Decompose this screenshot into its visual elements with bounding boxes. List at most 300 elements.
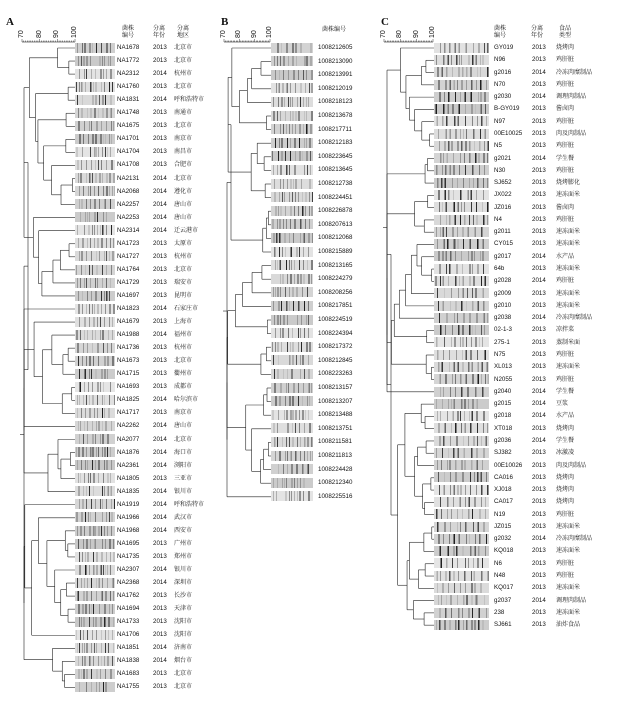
gel-lane <box>434 571 489 581</box>
strain-row <box>375 54 627 65</box>
gel-lane <box>271 165 313 175</box>
isolation-region: 成都市 <box>174 383 193 391</box>
gel-lane <box>434 423 489 433</box>
isolation-year: 2013 <box>153 383 167 391</box>
gel-lane <box>271 206 313 216</box>
panel-a <box>0 0 215 716</box>
isolation-year: 2014 <box>153 331 167 339</box>
panel-a-header-strain: 菌株 编号 <box>122 25 135 39</box>
isolation-year: 2013 <box>532 265 546 273</box>
gel-lane <box>271 83 313 93</box>
strain-id: NA1736 <box>117 344 140 352</box>
strain-row <box>375 374 627 385</box>
isolation-year: 2013 <box>153 670 167 678</box>
strain-id: N5 <box>494 142 502 150</box>
gel-lane <box>75 121 115 131</box>
isolation-region: 北京市 <box>174 83 193 91</box>
strain-row <box>375 460 627 471</box>
gel-lane <box>271 97 313 107</box>
strain-id: g2010 <box>494 301 512 309</box>
isolation-year: 2013 <box>153 265 167 273</box>
strain-row <box>375 202 627 213</box>
strain-id: 1008213645 <box>318 166 353 174</box>
isolation-year: 2013 <box>532 486 546 494</box>
strain-id: g2040 <box>494 387 512 395</box>
gel-lane <box>75 617 115 627</box>
food-type: 冰激凌 <box>556 449 575 457</box>
strain-row <box>215 178 375 189</box>
strain-row <box>375 288 627 299</box>
strain-row <box>0 460 215 471</box>
gel-lane <box>75 251 115 261</box>
gel-lane <box>75 304 115 314</box>
strain-row <box>0 616 215 627</box>
strain-id: B-GY019 <box>494 105 520 113</box>
gel-lane <box>271 124 313 134</box>
isolation-region: 南昌市 <box>174 148 193 156</box>
strain-id: N30 <box>494 166 506 174</box>
strain-id: NA1876 <box>117 448 140 456</box>
axis-tick-label: 80 <box>235 30 243 38</box>
strain-id: 1008212340 <box>318 479 353 487</box>
strain-id: NA2068 <box>117 187 140 195</box>
strain-id: NA2253 <box>117 213 140 221</box>
isolation-year: 2014 <box>153 70 167 78</box>
strain-row <box>215 341 375 352</box>
gel-lane <box>75 356 115 366</box>
axis-tick-label: 100 <box>429 26 436 38</box>
gel-lane <box>434 350 489 360</box>
strain-id: 1008224279 <box>318 275 353 283</box>
strain-id: NA1835 <box>117 487 140 495</box>
isolation-region: 唐山市 <box>174 213 193 221</box>
strain-id: g2015 <box>494 400 512 408</box>
isolation-year: 2014 <box>153 213 167 221</box>
gel-lane <box>75 317 115 327</box>
strain-id: NA1851 <box>117 644 140 652</box>
gel-lane <box>271 287 313 297</box>
isolation-year: 2013 <box>153 135 167 143</box>
gel-lane <box>271 111 313 121</box>
isolation-year: 2013 <box>153 148 167 156</box>
isolation-year: 2014 <box>153 187 167 195</box>
food-type: 学生餐 <box>556 387 575 395</box>
food-type: 冷冻肉糜制品 <box>556 68 593 76</box>
strain-id: 1008213207 <box>318 397 353 405</box>
gel-lane <box>434 546 489 556</box>
strain-id: g2009 <box>494 289 512 297</box>
strain-row <box>0 55 215 66</box>
isolation-region: 北京市 <box>174 683 193 691</box>
strain-id: N19 <box>494 510 506 518</box>
strain-row <box>375 484 627 495</box>
strain-id: 1008218123 <box>318 98 353 106</box>
food-type: 鸡肝脏 <box>556 277 575 285</box>
gel-lane <box>75 43 115 53</box>
strain-row <box>375 103 627 114</box>
gel-lane <box>75 395 115 405</box>
isolation-region: 南通市 <box>174 109 193 117</box>
isolation-region: 北京市 <box>174 174 193 182</box>
strain-id: KQ017 <box>494 584 514 592</box>
strain-id: NA1675 <box>117 122 140 130</box>
strain-row <box>215 246 375 257</box>
strain-row <box>215 96 375 107</box>
strain-id: JZ016 <box>494 203 512 211</box>
strain-row <box>215 205 375 216</box>
strain-id: g2017 <box>494 252 512 260</box>
strain-id: SJ382 <box>494 449 512 457</box>
strain-id: NA2368 <box>117 579 140 587</box>
gel-lane <box>434 104 489 114</box>
strain-row <box>375 521 627 532</box>
food-type: 速冻面米 <box>556 301 581 309</box>
food-type: 速冻面米 <box>556 608 581 616</box>
gel-lane <box>434 67 489 77</box>
isolation-year: 2013 <box>532 461 546 469</box>
strain-row <box>0 186 215 197</box>
isolation-year: 2013 <box>532 498 546 506</box>
gel-lane <box>434 116 489 126</box>
isolation-year: 2013 <box>532 105 546 113</box>
gel-lane <box>75 499 115 509</box>
isolation-year: 2013 <box>153 618 167 626</box>
panel-c-header-food: 食品 类型 <box>559 25 572 39</box>
gel-lane <box>75 56 115 66</box>
gel-lane <box>434 485 489 495</box>
strain-row <box>0 146 215 157</box>
food-type: 速冻面米 <box>556 265 581 273</box>
strain-id: NA1838 <box>117 657 140 665</box>
strain-id: 1008226878 <box>318 207 353 215</box>
food-type: 速冻面米 <box>556 584 581 592</box>
isolation-year: 2013 <box>153 474 167 482</box>
gel-lane <box>434 92 489 102</box>
gel-lane <box>434 497 489 507</box>
gel-lane <box>434 141 489 151</box>
isolation-region: 浏阳市 <box>174 461 193 469</box>
food-type: 烧烤肉 <box>556 498 575 506</box>
strain-row <box>215 42 375 53</box>
strain-id: 1008212738 <box>318 180 353 187</box>
food-type: 水产品 <box>556 412 575 420</box>
gel-lane <box>75 108 115 118</box>
isolation-year: 2013 <box>532 522 546 530</box>
strain-id: XT018 <box>494 424 513 432</box>
gel-lane <box>75 238 115 248</box>
strain-id: NA2262 <box>117 422 140 430</box>
gel-lane <box>271 342 313 352</box>
strain-row <box>375 324 627 335</box>
panel-c-header-year: 分离 年份 <box>531 25 544 39</box>
strain-id: 1008217372 <box>318 343 353 351</box>
isolation-year: 2014 <box>153 305 167 312</box>
isolation-region: 银川市 <box>174 487 193 495</box>
axis-tick-label: 80 <box>396 30 404 38</box>
axis-tick-label: 100 <box>71 26 78 38</box>
isolation-year: 2013 <box>532 166 546 174</box>
strain-row <box>375 263 627 274</box>
isolation-year: 2013 <box>153 409 167 417</box>
isolation-region: 福州市 <box>174 331 193 339</box>
strain-id: g2030 <box>494 93 512 101</box>
strain-row <box>215 151 375 162</box>
strain-row <box>215 450 375 461</box>
strain-row <box>375 189 627 200</box>
isolation-region: 济南市 <box>174 644 193 652</box>
isolation-year: 2014 <box>153 174 167 182</box>
food-type: 鸡肝脏 <box>556 375 575 383</box>
strain-row <box>375 337 627 348</box>
strain-row <box>375 91 627 102</box>
panel-b <box>215 0 375 716</box>
strain-id: N70 <box>494 80 506 88</box>
gel-lane <box>271 478 313 488</box>
strain-id: 1008224451 <box>318 193 353 201</box>
gel-lane <box>434 202 489 212</box>
isolation-region: 上海市 <box>174 318 193 326</box>
strain-row <box>375 300 627 311</box>
strain-row <box>0 681 215 692</box>
isolation-year: 2013 <box>532 56 546 64</box>
strain-row <box>375 140 627 151</box>
strain-row <box>0 564 215 575</box>
isolation-year: 2013 <box>532 301 546 309</box>
strain-row <box>0 590 215 601</box>
strain-row <box>215 69 375 80</box>
isolation-year: 2014 <box>153 435 167 443</box>
isolation-year: 2013 <box>153 539 167 547</box>
isolation-year: 2013 <box>153 631 167 639</box>
gel-lane <box>75 95 115 105</box>
isolation-region: 瑞安市 <box>174 278 193 286</box>
strain-id: NA1673 <box>117 357 140 365</box>
gel-lane <box>434 251 489 261</box>
strain-row <box>0 277 215 288</box>
strain-row <box>375 312 627 323</box>
isolation-year: 2013 <box>153 291 167 299</box>
food-type: 学生餐 <box>556 436 575 444</box>
strain-id: 1008208256 <box>318 288 353 296</box>
strain-id: NA1697 <box>117 291 140 299</box>
food-type: 蒸制米面 <box>556 338 581 346</box>
gel-lane <box>434 436 489 446</box>
isolation-region: 呼和浩特市 <box>174 500 205 508</box>
food-type: 鸡肝脏 <box>556 80 575 88</box>
isolation-region: 北京市 <box>174 265 193 273</box>
gel-lane <box>75 591 115 601</box>
strain-id: NA2361 <box>117 461 140 469</box>
strain-id: 1008212845 <box>318 356 353 364</box>
strain-id: NA1735 <box>117 552 140 560</box>
isolation-year: 2014 <box>153 396 167 404</box>
axis-tick-label: 80 <box>35 30 43 38</box>
strain-row <box>0 486 215 497</box>
strain-row <box>375 226 627 237</box>
food-type: 速冻面米 <box>556 363 581 371</box>
strain-id: g2018 <box>494 412 512 420</box>
gel-lane <box>434 153 489 163</box>
strain-id: 1008223263 <box>318 370 353 378</box>
isolation-year: 2013 <box>532 215 546 223</box>
strain-id: 1008213488 <box>318 411 353 419</box>
gel-lane <box>75 473 115 483</box>
strain-row <box>375 386 627 397</box>
food-type: 肉及肉制品 <box>556 129 587 137</box>
gel-lane <box>75 173 115 183</box>
gel-lane <box>271 247 313 257</box>
gel-lane <box>434 215 489 225</box>
strain-id: NA1727 <box>117 252 140 260</box>
strain-row <box>0 368 215 379</box>
food-type: 酱卤肉 <box>556 105 575 113</box>
isolation-year: 2013 <box>532 191 546 199</box>
gel-lane <box>434 55 489 65</box>
gel-lane <box>271 151 313 161</box>
strain-id: 1008224394 <box>318 329 353 337</box>
strain-id: g2038 <box>494 314 512 322</box>
strain-row <box>0 629 215 640</box>
strain-id: 1008217711 <box>318 125 352 133</box>
isolation-region: 哈尔滨市 <box>174 396 199 404</box>
strain-id: NA1825 <box>117 396 140 404</box>
isolation-year: 2013 <box>153 57 167 65</box>
gel-lane <box>434 264 489 274</box>
strain-id: NA1968 <box>117 526 140 534</box>
gel-lane <box>75 539 115 549</box>
strain-row <box>375 570 627 581</box>
strain-id: CA017 <box>494 498 513 506</box>
isolation-region: 北京市 <box>174 122 193 130</box>
strain-id: 1008211813 <box>318 452 352 459</box>
strain-row <box>215 328 375 339</box>
gel-lane <box>271 219 313 229</box>
gel-lane <box>75 565 115 575</box>
gel-lane <box>271 260 313 270</box>
strain-id: JZ015 <box>494 522 512 530</box>
food-type: 鸡肝脏 <box>556 117 575 125</box>
strain-row <box>375 251 627 262</box>
isolation-year: 2013 <box>153 344 167 352</box>
isolation-region: 南京市 <box>174 409 193 417</box>
strain-row <box>215 137 375 148</box>
strain-id: NA1823 <box>117 305 140 312</box>
strain-id: NA1748 <box>117 109 140 117</box>
strain-id: NA1755 <box>117 683 140 691</box>
gel-lane <box>75 512 115 522</box>
isolation-year: 2013 <box>532 240 546 248</box>
gel-lane <box>434 178 489 188</box>
strain-row <box>375 447 627 458</box>
isolation-year: 2013 <box>532 338 546 346</box>
isolation-region: 杭州市 <box>174 252 193 260</box>
isolation-year: 2014 <box>532 93 546 101</box>
food-type: 速冻面米 <box>556 522 581 530</box>
isolation-year: 2013 <box>153 122 167 130</box>
gel-lane <box>434 337 489 347</box>
strain-row <box>215 56 375 67</box>
gel-lane <box>434 411 489 421</box>
strain-id: NA1733 <box>117 618 140 626</box>
strain-id: NA2307 <box>117 566 140 573</box>
strain-id: N48 <box>494 572 506 580</box>
gel-lane <box>434 227 489 237</box>
panel-a-header-year: 分离 年份 <box>153 25 166 39</box>
strain-row <box>0 303 215 314</box>
strain-id: NA1679 <box>117 318 140 326</box>
gel-lane <box>75 278 115 288</box>
isolation-year: 2014 <box>532 535 546 543</box>
gel-lane <box>271 383 313 393</box>
gel-lane <box>434 80 489 90</box>
gel-lane <box>75 212 115 222</box>
strain-id: NA1988 <box>117 331 140 339</box>
gel-lane <box>434 190 489 200</box>
isolation-year: 2013 <box>532 510 546 518</box>
isolation-year: 2014 <box>532 252 546 260</box>
gel-lane <box>434 387 489 397</box>
strain-row <box>0 447 215 458</box>
strain-id: NA1764 <box>117 265 140 273</box>
strain-id: NA2257 <box>117 200 140 208</box>
isolation-region: 唐山市 <box>174 422 193 430</box>
gel-lane <box>75 682 115 692</box>
strain-row <box>215 232 375 243</box>
isolation-region: 呼和浩特市 <box>174 96 205 104</box>
strain-row <box>215 355 375 366</box>
strain-id: CY015 <box>494 240 513 248</box>
strain-row <box>215 409 375 420</box>
gel-lane <box>434 558 489 568</box>
isolation-region: 太原市 <box>174 239 193 247</box>
strain-id: 1008213165 <box>318 261 353 269</box>
gel-lane <box>271 464 313 474</box>
strain-id: 1008213157 <box>318 384 353 391</box>
strain-row <box>0 420 215 431</box>
food-type: 冷冻肉糜制品 <box>556 535 593 543</box>
gel-lane <box>271 138 313 148</box>
gel-lane <box>271 56 313 66</box>
isolation-region: 银川市 <box>174 566 193 573</box>
gel-lane <box>75 578 115 588</box>
strain-id: NA1693 <box>117 383 140 391</box>
isolation-region: 郑州市 <box>174 552 193 560</box>
strain-id: 1008212019 <box>318 84 353 92</box>
axis-tick-label: 90 <box>53 30 61 38</box>
strain-id: N97 <box>494 117 506 125</box>
isolation-year: 2013 <box>153 161 167 169</box>
food-type: 速冻面米 <box>556 191 581 199</box>
isolation-region: 北京市 <box>174 357 193 365</box>
gel-lane <box>434 509 489 519</box>
isolation-region: 沈阳市 <box>174 631 193 639</box>
isolation-year: 2014 <box>532 436 546 444</box>
isolation-region: 天津市 <box>174 605 193 613</box>
isolation-region: 烟台市 <box>174 657 193 665</box>
gel-lane <box>75 82 115 92</box>
gel-lane <box>434 620 489 630</box>
gel-lane <box>75 447 115 457</box>
strain-row <box>375 42 627 53</box>
isolation-year: 2014 <box>153 226 167 234</box>
isolation-region: 北京市 <box>174 44 193 51</box>
strain-row <box>0 577 215 588</box>
strain-row <box>375 410 627 421</box>
isolation-region: 武汉市 <box>174 513 193 521</box>
strain-row <box>375 349 627 360</box>
strain-id: 00E10026 <box>494 461 523 469</box>
strain-row <box>215 300 375 311</box>
